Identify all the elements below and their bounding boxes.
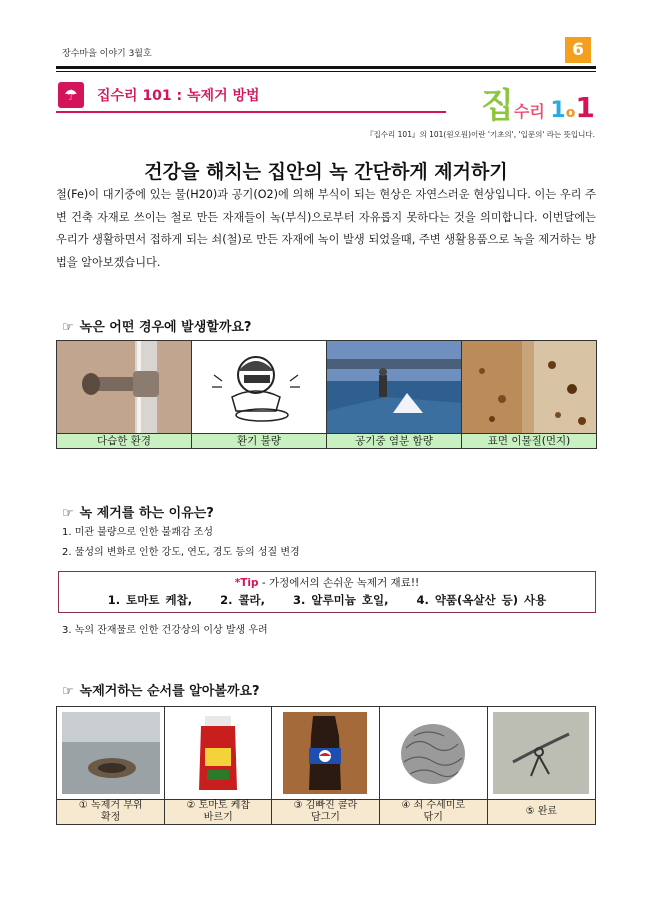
- section-underline: [56, 111, 446, 113]
- cola-bottle-photo: [272, 707, 380, 800]
- poor-ventilation-cartoon: [192, 341, 327, 434]
- tip-items: 1. 토마토 케찹, 2. 콜라, 3. 알루미늄 호일, 4. 약품(옥살산 등) 사용: [107, 593, 547, 607]
- cause-caption: 환기 불량: [192, 434, 327, 449]
- question-removal-steps: ☞ 녹제거하는 순서를 알아볼까요?: [62, 684, 260, 699]
- logo-note: 『집수리 101』의 101(원오원)이란 '기초의', '입문의' 라는 뜻입니다.: [366, 130, 595, 139]
- page-number: 6: [565, 37, 591, 63]
- zipsuri-101-logo: 집수리 1o1: [481, 86, 595, 126]
- cause-caption: 공기중 염분 함량: [327, 434, 462, 449]
- question-why-remove: ☞ 녹 제거를 하는 이유는?: [62, 506, 214, 521]
- header-rule: [56, 66, 596, 69]
- step-caption: ① 녹제거 부위 확정: [57, 800, 165, 825]
- step-caption: ④ 쇠 수세미로 닦기: [379, 800, 487, 825]
- steel-wool-photo: [379, 707, 487, 800]
- section-title: 집수리 101 : 녹제거 방법: [97, 88, 260, 104]
- intro-paragraph: 철(Fe)이 대기중에 있는 물(H20)과 공기(O2)에 의해 부식이 되는 현상은 자연스러운 현상입니다. 이는 우리 주변 건축 자재로 쓰이는 철로 만든 자재들이 녹(부식)으로부터 자유롭지 못하다는 것을 의미합니다. 이번달에는 우리가 생활하면서 접하게 되는 쇠(철)로 만든 자재에 녹이 발생 되었을때, 주변 생활용품으로 녹을 제거하는 방법을 알아보겠습니다.: [56, 188, 596, 269]
- pointing-hand-icon: ☞: [62, 320, 74, 335]
- cause-caption: 다습한 환경: [57, 434, 192, 449]
- pointing-hand-icon: ☞: [62, 506, 74, 521]
- reason-item: 2. 물성의 변화로 인한 강도, 연도, 경도 등의 성질 변경: [62, 547, 300, 558]
- wet-pipe-photo: [57, 341, 192, 434]
- salt-field-photo: [327, 341, 462, 434]
- newsletter-name: 장수마을 이야기 3월호: [62, 49, 152, 59]
- ketchup-bottle-photo: [165, 707, 272, 800]
- tip-box: [58, 571, 596, 613]
- rusty-drain-photo: [57, 707, 165, 800]
- reason-item: 3. 녹의 잔재물로 인한 건강상의 이상 발생 우려: [62, 625, 268, 636]
- rust-surface-photo: [462, 341, 597, 434]
- removal-steps-table: [56, 706, 596, 825]
- tip-heading: *Tip - 가정에서의 손쉬운 녹제거 재료!!: [234, 577, 420, 589]
- question-rust-causes: ☞ 녹은 어떤 경우에 발생할까요?: [62, 320, 252, 335]
- step-caption: ③ 김빠진 콜라 담그기: [272, 800, 380, 825]
- cause-caption: 표면 이물질(먼지): [462, 434, 597, 449]
- main-title: 건강을 해치는 집안의 녹 간단하게 제거하기: [144, 161, 508, 183]
- reason-item: 1. 미관 불량으로 인한 불쾌감 조성: [62, 527, 214, 538]
- step-caption: ② 토마토 케찹 바르기: [165, 800, 272, 825]
- clean-hook-photo: [487, 707, 595, 800]
- step-caption: ⑤ 완료: [487, 800, 595, 825]
- rust-causes-table: [56, 340, 597, 449]
- header-rule-thin: [56, 71, 596, 72]
- pointing-hand-icon: ☞: [62, 684, 74, 699]
- umbrella-icon: ☂: [58, 82, 84, 108]
